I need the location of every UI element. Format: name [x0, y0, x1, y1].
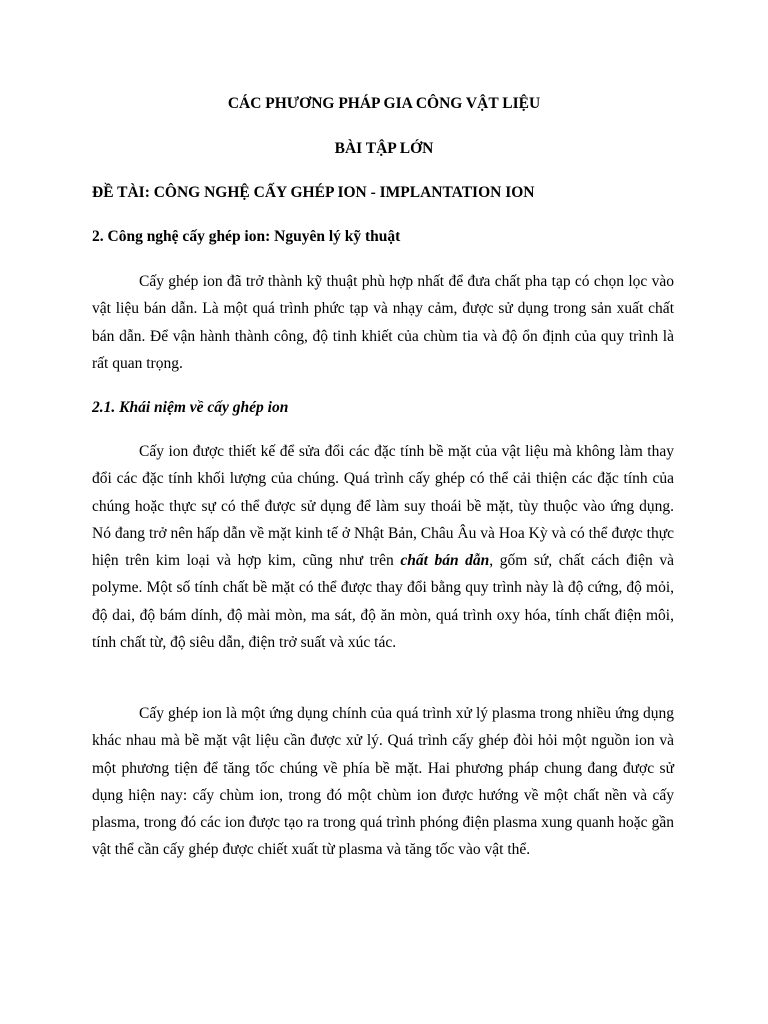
subsection-heading: 2.1. Khái niệm về cấy ghép ion — [92, 399, 289, 416]
concept-paragraph-text-2: , gốm sứ, chất cách điện và polyme. Một số tính chất bề mặt có thể được thay đổi bằng quy trình này là độ cứng, độ mỏi, độ dai, độ bám dính, độ mài mòn, ma sát, độ ăn mòn, quá trình oxy hóa, tính chất điện môi, tính chất từ, độ siêu dẫn, điện trở suất và xúc tác. — [92, 552, 674, 652]
document-subtitle: BÀI TẬP LỚN — [334, 140, 434, 157]
concept-paragraph-text-1: Cấy ion được thiết kế để sửa đổi các đặc tính bề mặt của vật liệu mà không làm thay đổi các đặc tính khối lượng của chúng. Quá trình cấy ghép có thể cải thiện các đặc tính của chúng hoặc thực sự có thể được sử dụng để làm suy thoái bề mặt, tùy thuộc vào ứng dụng. Nó đang trở nên hấp dẫn về mặt kinh tế ở Nhật Bản, Châu Âu và Hoa Kỳ và có thể được thực hiện trên kim loại và hợp kim, cũng như trên — [92, 443, 674, 570]
intro-paragraph: Cấy ghép ion đã trở thành kỹ thuật phù hợp nhất để đưa chất pha tạp có chọn lọc vào vật liệu bán dẫn. Là một quá trình phức tạp và nhạy cảm, được sử dụng trong sản xuất chất bán dẫn. Để vận hành thành công, độ tinh khiết của chùm tia và độ ổn định của quy trình là rất quan trọng. — [92, 273, 674, 372]
concept-paragraph — [92, 438, 674, 656]
concept-paragraph-emphasis: chất bán dẫn — [400, 552, 490, 570]
topic-heading: ĐỀ TÀI: CÔNG NGHỆ CẤY GHÉP ION - IMPLANTATION ION — [92, 184, 535, 201]
section-heading: 2. Công nghệ cấy ghép ion: Nguyên lý kỹ thuật — [92, 228, 401, 245]
document-title: CÁC PHƯƠNG PHÁP GIA CÔNG VẬT LIỆU — [227, 95, 541, 112]
application-paragraph: Cấy ghép ion là một ứng dụng chính của quá trình xử lý plasma trong nhiều ứng dụng khác nhau mà bề mặt vật liệu cần được xử lý. Quá trình cấy ghép đòi hỏi một nguồn ion và một phương tiện để tăng tốc chúng về phía bề mặt. Hai phương pháp chung đang được sử dụng hiện nay: cấy chùm ion, trong đó một chùm ion được hướng về một chất nền và cấy plasma, trong đó các ion được tạo ra trong quá trình phóng điện plasma xung quanh hoặc gần vật thể cần cấy ghép được chiết xuất từ plasma và tăng tốc vào vật thể. — [92, 705, 674, 859]
